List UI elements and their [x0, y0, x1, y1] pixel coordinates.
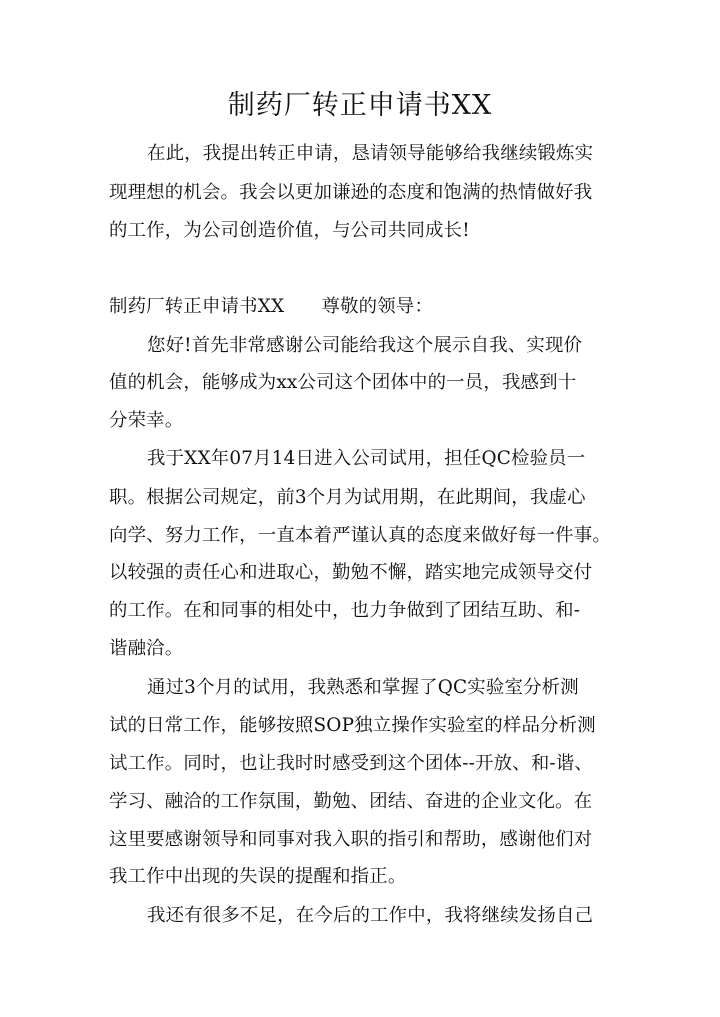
paragraph-line: 我工作中出现的失误的提醒和指正。: [109, 866, 407, 887]
paragraph-line: 谐融洽。: [109, 638, 184, 659]
document-title: 制药厂转正申请书XX: [227, 90, 493, 121]
paragraph-line: 试工作。同时，也让我时时感受到这个团体--开放、和-谐、: [109, 753, 594, 774]
paragraph-line: 分荣幸。: [109, 410, 184, 431]
paragraph-line: 这里要感谢领导和同事对我入职的指引和帮助，感谢他们对: [109, 829, 593, 850]
paragraph-line: 学习、融洽的工作氛围，勤勉、团结、奋进的企业文化。在: [109, 791, 593, 812]
paragraph-line: 通过3个月的试用，我熟悉和掌握了QC实验室分析测: [147, 677, 579, 698]
paragraph-line: 试的日常工作，能够按照SOP独立操作实验室的样品分析测: [109, 715, 596, 736]
paragraph-line: 的工作。在和同事的相处中，也力争做到了团结互助、和-: [109, 600, 581, 621]
paragraph-line: 制药厂转正申请书XX 尊敬的领导：: [109, 296, 434, 317]
paragraph-line: 我还有很多不足，在今后的工作中，我将继续发扬自己: [147, 905, 594, 926]
paragraph-line: 我于XX年07月14日进入公司试用，担任QC检验员一: [147, 448, 586, 469]
paragraph-line: 向学、努力工作，一直本着严谨认真的态度来做好每一件事。: [109, 525, 611, 546]
paragraph-line: 的工作，为公司创造价值，与公司共同成长!: [109, 220, 470, 241]
paragraph-line: 以较强的责任心和进取心，勤勉不懈，踏实地完成领导交付: [109, 562, 593, 583]
paragraph-line: 现理想的机会。我会以更加谦逊的态度和饱满的热情做好我: [109, 182, 593, 203]
paragraph-line: 值的机会，能够成为xx公司这个团体中的一员，我感到十: [109, 372, 577, 393]
paragraph-line: 职。根据公司规定，前3个月为试用期，在此期间，我虚心: [109, 487, 586, 508]
paragraph-line: 您好!首先非常感谢公司能给我这个展示自我、实现价: [147, 335, 583, 356]
paragraph-line: 在此，我提出转正申请，恳请领导能够给我继续锻炼实: [147, 143, 594, 164]
